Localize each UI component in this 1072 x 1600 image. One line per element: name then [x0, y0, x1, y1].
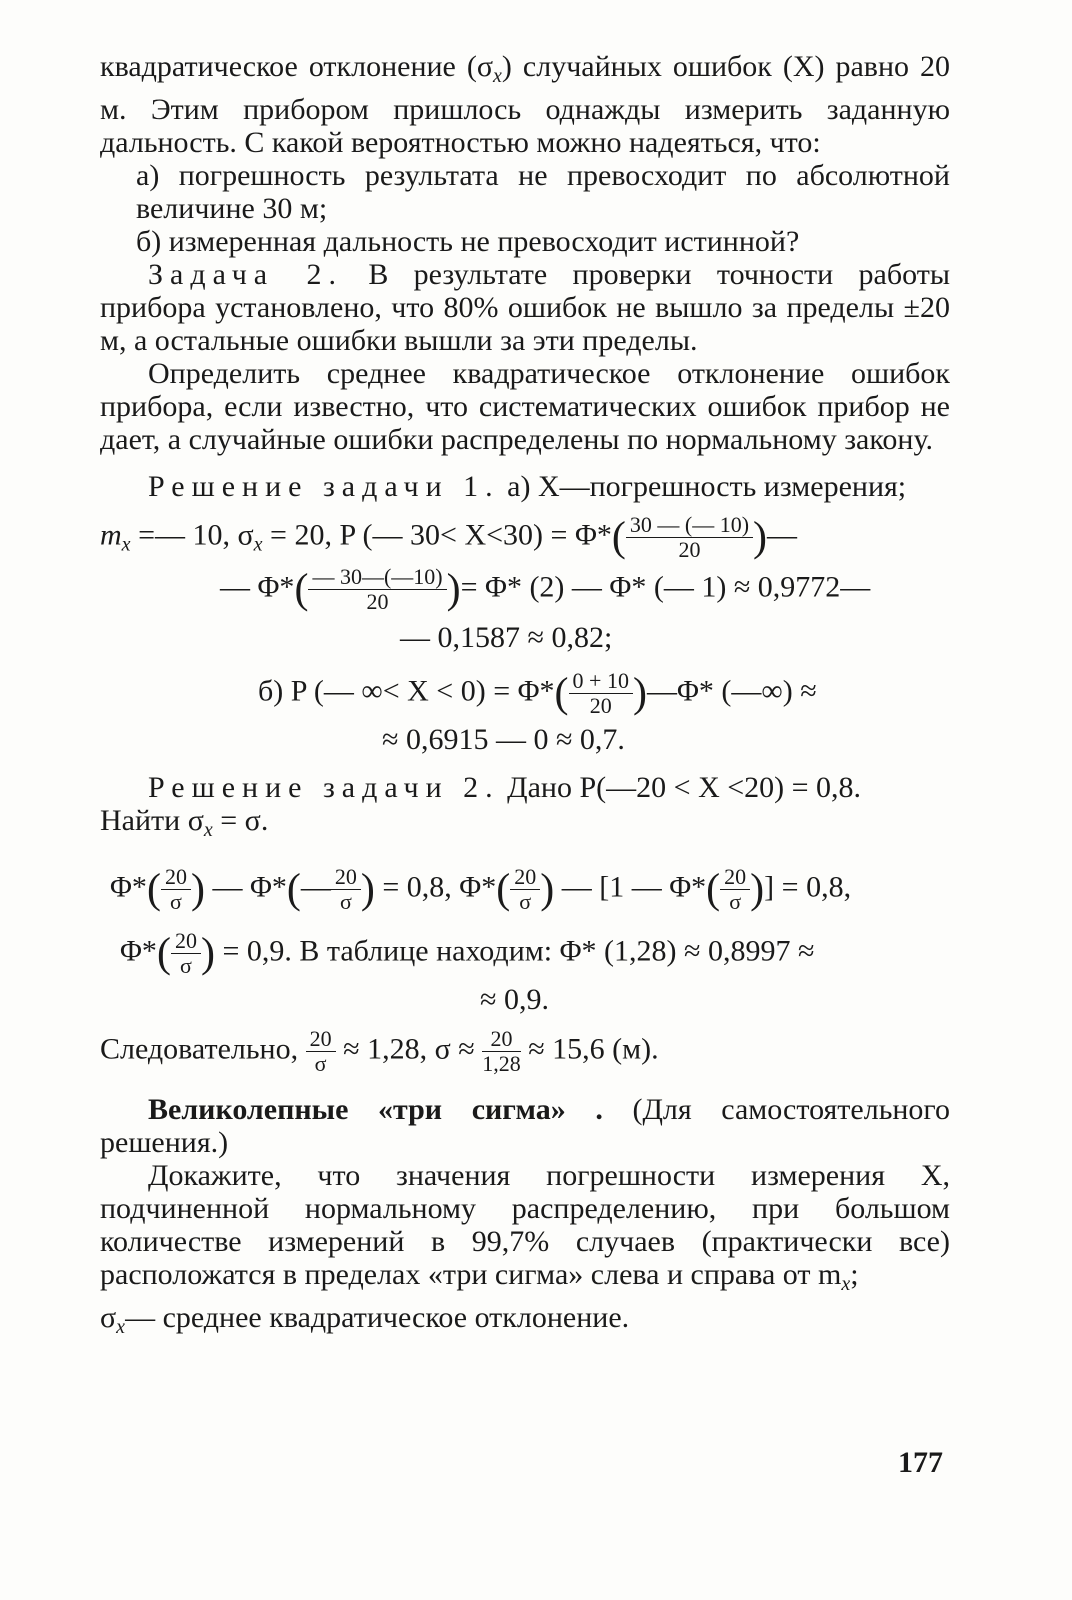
solution2-heading — [100, 771, 950, 804]
fraction-9a: $\frac{20}{\sigma}$ — [306, 1027, 336, 1076]
fraction-1: $\frac{30 — (— 10)}{20}$ — [626, 513, 753, 562]
fraction-6d: $\frac{20}{\sigma}$ — [720, 865, 750, 914]
sigma-subscript: x — [493, 65, 502, 87]
formula-line-6: Φ*( $\frac{20}{\sigma}$ ) — Φ*(— $\frac{20}{\sigma}$ ) = 0,8, Φ*( $\frac{20}{\sigma}$ ) — [1 — Φ*( $\frac{20}{\sigma}$ )] = 0,8, — [110, 864, 852, 914]
task2-paragraph — [100, 258, 950, 357]
three-sigma-def: $\sigma_x—$ среднее квадратическое отклонение. — [100, 1301, 630, 1338]
fraction-9b: $\frac{20}{1,28}$ — [482, 1026, 521, 1076]
formula4-part-b: —Φ* (—∞) ≈ — [646, 674, 817, 708]
intro-text-cont: ) случайных ошибок (X) равно 20 м. Этим прибором пришлось однажды измерить заданную дальность. С какой вероятностью можно надеяться, что: — [100, 50, 950, 159]
solution1-label: Решение задачи 1. — [148, 470, 500, 503]
formula-line-9: Следовательно, $\frac{20}{\sigma}$ ≈ 1,28, σ ≈ $\frac{20}{1,28}$ ≈ 15,6 (м). — [100, 1026, 659, 1076]
formula-line-3: — 0,1587 ≈ 0,82; — [400, 621, 613, 654]
solution1-heading — [100, 470, 950, 503]
solution1-text: а) X—погрешность измерения; — [499, 470, 907, 503]
formula1-part-c: = 20, P (— 30< X<30) = Φ* — [262, 518, 612, 552]
fraction-2: $\frac{— 30—(—10)}{20}$ — [308, 565, 446, 614]
formula-line-8: ≈ 0,9. — [480, 983, 549, 1016]
task2-text: В результате проверки точности работы прибора установлено, что 80% ошибок не вышло за пределы ±20 м, а остальные ошибки вышли за эти пределы. — [100, 258, 950, 357]
task2-question: Определить среднее квадратическое отклонение ошибок прибора, если известно, что систематических ошибок прибор не дает, а случайные ошибки распределены по нормальному закону. — [100, 357, 950, 456]
find-sigma: Найти $\sigma_x = \sigma$. — [100, 804, 269, 841]
formula1-part-b: =— 10, σ — [130, 518, 254, 552]
three-sigma-heading — [100, 1093, 950, 1159]
fraction-4: $\frac{0 + 10}{20}$ — [569, 669, 633, 718]
solution2-label: Решение задачи 2. — [148, 771, 500, 804]
fraction-6b: $\frac{20}{\sigma}$ — [331, 865, 361, 914]
intro-text: квадратическое отклонение (σ — [100, 50, 494, 83]
question-a: а) погрешность результата не превосходит по абсолютной величине 30 м; — [136, 159, 950, 225]
formula2-part-b: = Φ* (2) — Φ* (— 1) ≈ 0,9772— — [460, 570, 871, 604]
formula4-part-a: б) P (— ∞< X < 0) = Φ* — [258, 674, 555, 708]
question-b: б) измеренная дальность не превосходит истинной? — [136, 225, 800, 258]
three-sigma-title: Великолепные «три сигма» . — [148, 1093, 603, 1126]
three-sigma-paragraph: Докажите, что значения погрешности измерения X, подчиненной нормальному распределению, при большом количестве измерений в 99,7% случаев (практически все) расположатся в пределах «три сигма» слева и справа от $m_x$; — [100, 1159, 950, 1295]
solution2-text: Дано P(—20 < X <20) = 0,8. — [499, 771, 862, 804]
page-number: 177 — [898, 1446, 943, 1479]
fraction-6a: $\frac{20}{\sigma}$ — [161, 865, 191, 914]
formula-line-1: $m_x$ =— 10, $\sigma_x = 20$, P (— 30< X<30) = Φ*( $\frac{30 — (— 10)}{20}$ )— — [100, 512, 798, 562]
text-column — [100, 50, 950, 1344]
formula-line-2: — Φ*( $\frac{— 30—(—10)}{20}$ )= Φ* (2) — Φ* (— 1) ≈ 0,9772— — [220, 564, 871, 614]
three-sigma-note: (Для самостоятельного решения.) — [100, 1093, 950, 1159]
fraction-7: $\frac{20}{\sigma}$ — [171, 929, 201, 978]
task2-label: Задача 2. — [148, 258, 343, 291]
formula-line-4: б) P (— ∞< X < 0) = Φ*( $\frac{0 + 10}{20}$ )—Φ* (—∞) ≈ — [258, 668, 817, 718]
formula2-part-a: — Φ* — [220, 570, 295, 604]
formula-line-7: Φ*( $\frac{20}{\sigma}$ ) = 0,9. В таблице находим: Φ* (1,28) ≈ 0,8997 ≈ — [120, 928, 815, 978]
m-symbol: m — [100, 518, 122, 552]
formula1-end: — — [767, 518, 798, 552]
formula-line-5: ≈ 0,6915 — 0 ≈ 0,7. — [382, 723, 625, 756]
fraction-6c: $\frac{20}{\sigma}$ — [510, 865, 540, 914]
sigma-subscript-2: x — [253, 533, 263, 556]
m-subscript: x — [121, 533, 131, 556]
paragraph-intro — [100, 50, 950, 159]
